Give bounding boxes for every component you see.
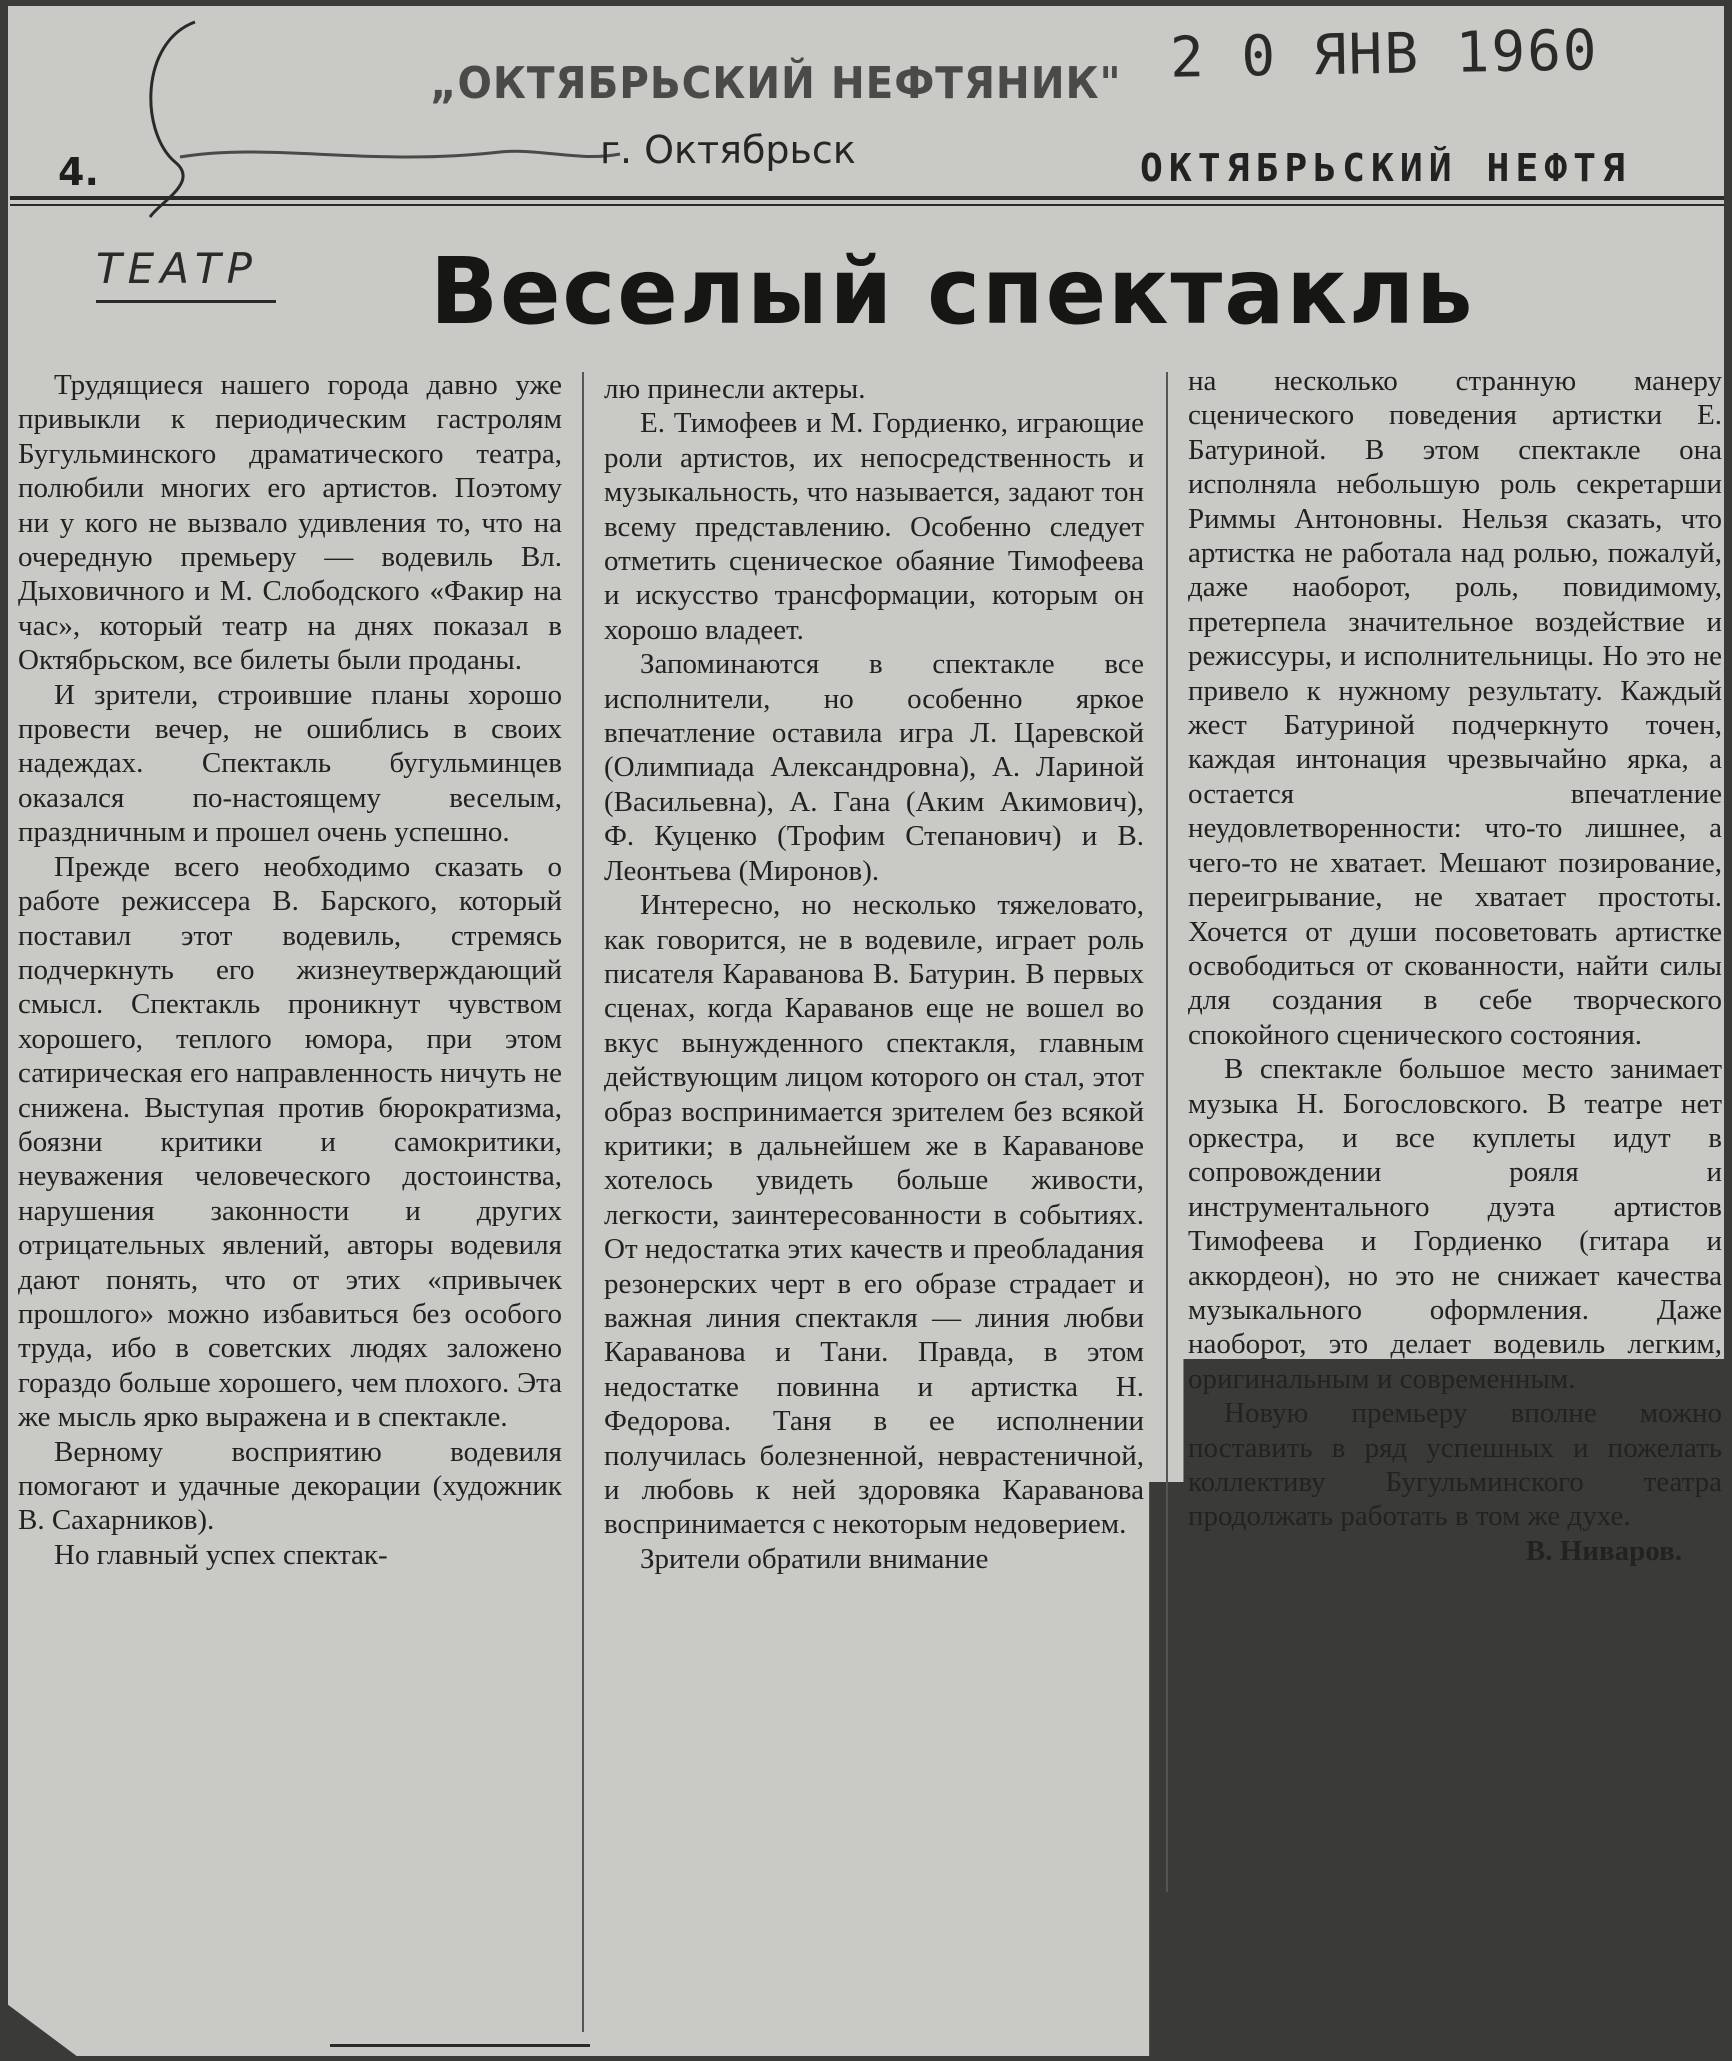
paragraph: Е. Тимофеев и М. Гордиенко, играющие роли артистов, их непосредственность и музыкальность, что называется, задают тон всему представлению. Особенно следует отметить сценическое обаяние Тимофеева и искусство трансформации, которым он хорошо владеет. [604, 407, 1144, 646]
article-column-3 [1188, 364, 1722, 1568]
paragraph: Прежде всего необходимо сказать о работе режиссера В. Барского, который поставил этот водевиль, стремясь подчеркнуть его жизнеутверждающий смысл. Спектакль проникнут чувством хорошего, теплого юмора, при этом сатирическая его направленность ничуть не снижена. Выступая против бюрократизма, боязни критики и самокритики, неуважения человеческого достоинства, нарушения законности и других отрицательных явлений, авторы водевиля дают понять, что от этих «привычек прошлого» можно избавиться без особого труда, ибо в советских людях заложено гораздо больше хорошего, чем плохого. Эта же мысль ярко выражена и в спектакле. [18, 850, 562, 1434]
paragraph: Трудящиеся нашего города давно уже привыкли к периодическим гастролям Бугульминского драматического театра, полюбили многих его артистов. Поэтому ни у кого не вызвало удивления то, что на очередную премьеру — водевиль Вл. Дыховичного и М. Слободского «Факир на час», который театр на днях показал в Октябрьском, все билеты были проданы. [18, 369, 562, 677]
footer-rule [330, 2044, 590, 2047]
paragraph-text: Новую премьеру вполне можно поставить в ряд успешных и пожелать коллективу Бугульминского театра продолжать работать в том же духе. [1188, 1397, 1722, 1533]
article-column-1 [18, 368, 562, 1572]
paragraph: на несколько странную манеру сценического поведения артистки Е. Батуриной. В этом спектакле она исполняла небольшую роль секретарши Риммы Антоновны. Нельзя сказать, что артистка не работала над ролью, пожалуй, даже наоборот, роль, повидимому, претерпела значительное воздействие и режиссуры, и исполнительницы. Но это не привело к нужному результату. Каждый жест Батуриной подчеркнуто точен, каждая интонация чрезвычайно ярка, а остается впечатление неудовлетворенности: что-то лишнее, а чего-то не хватает. Мешают позирование, переигрывание, не хватает простоты. Хочется от души посоветовать артистке освободиться от скованности, найти силы для создания в себе творческого спокойного сценического состояния. [1188, 365, 1722, 1051]
header-rule [10, 196, 1724, 200]
paragraph: Запоминаются в спектакле все исполнители, но особенно яркое впечатление оставила игра Л. Царевской (Олимпиада Александровна), А. Лариной (Васильевна), А. Гана (Аким Акимович), Ф. Куценко (Трофим Степанович) и В. Леонтьева (Миронов). [604, 648, 1144, 887]
article-column-2 [604, 372, 1144, 1576]
paragraph: лю принесли актеры. [604, 373, 866, 405]
column-divider [582, 372, 584, 2032]
article-headline: Веселый спектакль [430, 238, 1475, 345]
newspaper-masthead: „ОКТЯБРЬСКИЙ НЕФТЯНИК" [430, 58, 1122, 109]
paragraph: Верному восприятию водевиля помогают и удачные декорации (художник В. Сахарников). [18, 1435, 562, 1537]
paragraph: Интересно, но несколько тяжеловато, как говорится, не в водевиле, играет роль писателя Караванова В. Батурин. В первых сценах, когда Караванов еще не вошел во вкус вынужденного спектакля, главным действующим лицом которого он стал, этот образ воспринимается зрителем без всякой критики; в дальнейшем же в Караванове хотелось увидеть больше живости, легкости, заинтересованности в событиях. От недостатка этих качеств и преобладания резонерских черт в его образе страдает и важная линия спектакля — линия любви Караванова и Тани. Правда, в этом недостатке повинна и артистка Н. Федорова. Таня в ее исполнении получилась болезненной, неврастеничной, и любовь к ней здоровяка Караванова воспринимается с некоторым недоверием. [604, 889, 1144, 1541]
paragraph: Но главный успех спектак- [54, 1538, 388, 1571]
rubric-label: ТЕАТР [96, 244, 258, 293]
handwritten-mark [120, 12, 640, 222]
author-signature: В. Ниваров. [1525, 1534, 1682, 1567]
paragraph: В спектакле большое место занимает музыка Н. Богословского. В театре нет оркестра, и все куплеты идут в сопровождении рояля и инструментального дуэта артистов Тимофеева и Гордиенко (гитара и аккордеон), но это не снижает качества музыкального оформления. Даже наоборот, это делает водевиль легким, оригинальным и современным. [1188, 1053, 1722, 1395]
running-title: ОКТЯБРЬСКИЙ НЕФТЯ [1140, 146, 1631, 190]
paragraph [1188, 1396, 1722, 1567]
column-divider [1166, 372, 1168, 1892]
date-stamp: 2 0 ЯНВ 1960 [1169, 18, 1600, 91]
header-rule-thin [10, 204, 1724, 206]
city-label: г. Октябрьск [600, 128, 856, 172]
page-number: 4. [58, 150, 99, 194]
paragraph: Зрители обратили внимание [640, 1542, 989, 1575]
rubric-underline [96, 300, 276, 303]
paragraph: И зрители, строившие планы хорошо провести вечер, не ошиблись в своих надеждах. Спектакль бугульминцев оказался по-настоящему веселым, праздничным и прошел очень успешно. [18, 678, 562, 849]
